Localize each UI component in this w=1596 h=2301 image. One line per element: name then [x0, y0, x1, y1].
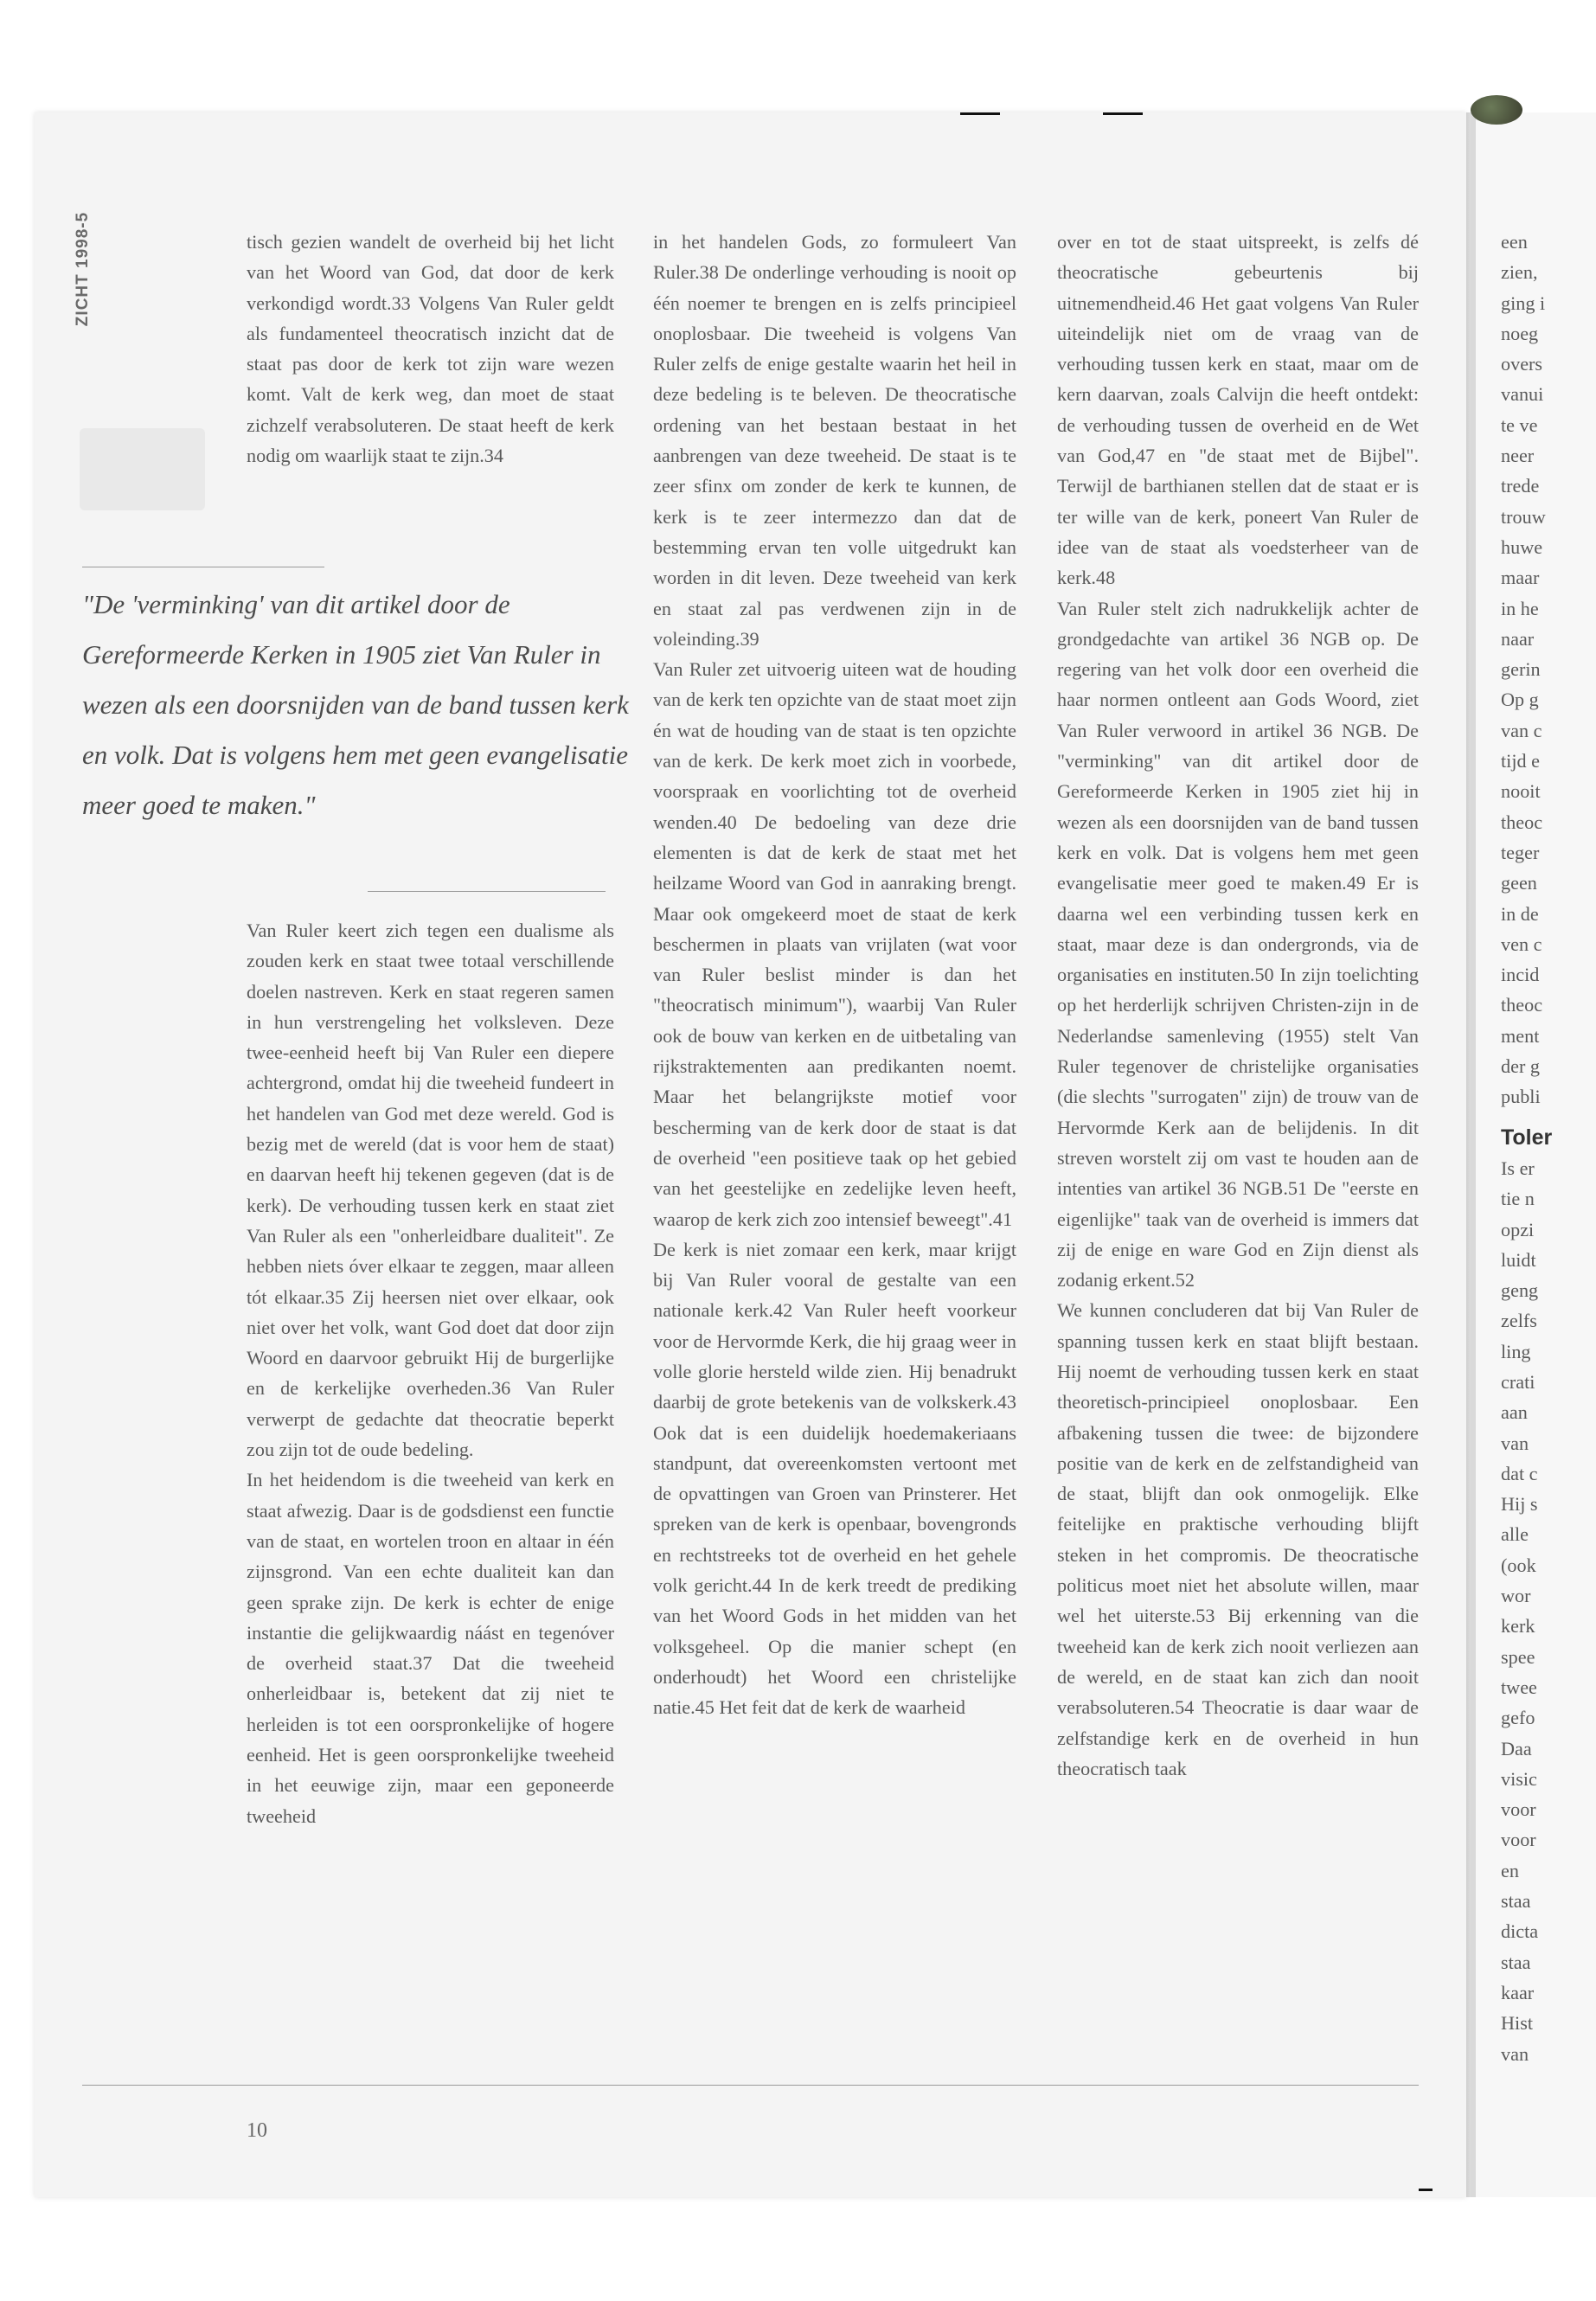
right-page-line: (ook: [1501, 1554, 1536, 1576]
right-page-line: publi: [1501, 1086, 1541, 1108]
right-page-line: maar: [1501, 567, 1540, 589]
right-page-heading: Toler: [1501, 1125, 1553, 1150]
paragraph: Van Ruler keert zich tegen een dualisme als zouden kerk en staat twee totaal verschillende doelen nastreven. Kerk en staat regeren samen in hun verstrengeling het volksleven. Deze twee-eenheid heeft bij Van Ruler een diepere achtergrond, omdat hij die tweeheid fundeert in het handelen van God met deze wereld. God is bezig met de wereld (dat is voor hem de staat) en daarvan heeft hij tekenen gegeven (dat is de kerk). De verhouding tussen kerk en staat ziet Van Ruler als een "onherleidbare dualiteit". Ze hebben niets óver elkaar te zeggen, maar alleen tót elkaar.35 Zij heersen niet over elkaar, ook niet over het volk, want God doet dat door zijn Woord en daarvoor gebruikt Hij de burgerlijke en de kerkelijke overheden.36 Van Ruler verwerpt de gedachte dat theocratie beperkt zou zijn tot de oude bedeling.: [247, 920, 614, 1461]
right-page-line: luidt: [1501, 1248, 1536, 1271]
right-page-line: geng: [1501, 1279, 1539, 1302]
right-page-line: Hist: [1501, 2012, 1533, 2035]
right-page-line: kerk: [1501, 1615, 1535, 1638]
paragraph: In het heidendom is die tweeheid van kerk en staat afwezig. Daar is de godsdienst een functie van de staat, en wortelen troon en altaar in één zijnsgrond. Van een echte dualiteit kan dan geen sprake zijn. De kerk is echter de enige instantie die gelijkwaardig náást en tegenóver de overheid staat.37 Dat die tweeheid onherleidbaar is, betekent dat zij niet te herleiden is tot een oorspronkelijke of hogere eenheid. Het is geen oorspronkelijke tweeheid in het eeuwige zijn, maar een geponeerde tweeheid: [247, 1469, 614, 1827]
right-page-line: ven c: [1501, 933, 1542, 955]
right-page-line: incid: [1501, 964, 1540, 986]
right-page-line: Hij s: [1501, 1493, 1538, 1516]
right-page-line: naar: [1501, 627, 1535, 650]
right-page-line: in de: [1501, 902, 1539, 925]
right-page-line: Is er: [1501, 1157, 1535, 1179]
paragraph: over en tot de staat uitspreekt, is zelfs dé theocratische gebeurtenis bij uitnemendheid.46 Het gaat volgens Van Ruler uiteindelijk niet om de vraag van de verhouding tussen kerk en staat, maar om de kern daarvan, zoals Calvijn die heeft ontdekt: de verhouding tussen de overheid en de Wet van God,47 en "de staat met de Bijbel". Terwijl de barthianen stellen dat de staat er is ter wille van de kerk, poneert Van Ruler de idee van de staat als voedsterheer van de kerk.48: [1057, 231, 1419, 589]
right-page-line: van: [1501, 2042, 1529, 2065]
top-mark: [1103, 112, 1143, 115]
right-page-line: staa: [1501, 1890, 1531, 1913]
paragraph: tisch gezien wandelt de overheid bij het licht van het Woord van God, dat door de kerk verkondigd wordt.33 Volgens Van Ruler geldt als fundamenteel theocratisch inzicht dat de staat pas door de kerk tot zijn ware wezen komt. Valt de kerk weg, dan moet de staat zichzelf verabsoluteren. De staat heeft de kerk nodig om waarlijk staat te zijn.34: [247, 231, 614, 467]
right-page-line: aan: [1501, 1401, 1528, 1424]
paragraph: De kerk is niet zomaar een kerk, maar krijgt bij Van Ruler vooral de gestalte van een nationale kerk.42 Van Ruler heeft voorkeur voor de Hervormde Kerk, die hij graag weer in volle glorie hersteld wilde zien. Hij benadrukt daarbij de grote betekenis van de volkskerk.43 Ook dat is een duidelijk hoedemakeriaans standpunt, dat overeenkomsten vertoont met de opvattingen van Groen van Prinsterer. Het spreken van de kerk is openbaar, bovengronds en rechtstreeks tot de overheid en het gehele volk gericht.44 In de kerk treedt de prediking van het Woord Gods in het midden van het volksgeheel. Op die manier schept (en onderhoudt) het Woord een christelijke natie.45 Het feit dat de kerk de waarheid: [653, 1238, 1016, 1719]
right-page-line: te ve: [1501, 413, 1538, 436]
right-page-line: zien,: [1501, 261, 1538, 284]
right-page-line: geen: [1501, 872, 1537, 894]
right-page-line: wor: [1501, 1585, 1531, 1607]
journal-tag: [61, 211, 95, 329]
right-page-line: trede: [1501, 475, 1540, 497]
right-page-line: opzi: [1501, 1218, 1535, 1240]
right-page-line: neer: [1501, 445, 1535, 467]
right-page-line: in he: [1501, 597, 1539, 619]
right-page-line: tijd e: [1501, 750, 1540, 772]
right-page-line: Op g: [1501, 689, 1539, 711]
top-mark: [960, 112, 1000, 115]
journal-tag-text: ZICHT 1998-5: [74, 211, 93, 327]
column-1-bottom: [247, 915, 614, 1831]
bottom-mark: [1419, 2189, 1433, 2191]
quote-rule-bottom: [368, 891, 606, 892]
right-page-line: overs: [1501, 353, 1543, 375]
right-page-line: huwe: [1501, 535, 1543, 558]
right-page-line: van: [1501, 1432, 1529, 1454]
paragraph: in het handelen Gods, zo formuleert Van Ruler.38 De onderlinge verhouding is nooit op één noemer te brengen en is zelfs principieel onoplosbaar. Die tweeheid is volgens Van Ruler zelfs de enige gestalte waarin het heil in deze bedeling is te beleven. De theocratische ordening van het bestaan bestaat in het aanbrengen van deze tweeheid. De staat is te zeer sfinx om zonder de kerk te kunnen, de kerk is te zeer intermezzo dan dat de bestemming ervan ten volle uitgedrukt kan worden in dit leven. Deze tweeheid van kerk en staat zal pas verdwenen zijn in de voleinding.39: [653, 231, 1016, 650]
column-2: [653, 227, 1016, 1723]
page-corner-leaf-icon: [1471, 95, 1522, 125]
right-page-line: theoc: [1501, 811, 1543, 833]
column-1-top: [247, 227, 614, 471]
right-page-line: dat c: [1501, 1462, 1538, 1484]
right-page-line: van c: [1501, 719, 1542, 741]
right-page-line: staa: [1501, 1951, 1531, 1973]
right-page-line: gefo: [1501, 1707, 1535, 1729]
right-page-line: voor: [1501, 1798, 1536, 1821]
right-page-line: tie n: [1501, 1188, 1535, 1210]
right-page-line: ling: [1501, 1340, 1531, 1362]
column-3: [1057, 227, 1419, 1784]
right-page-line: vanui: [1501, 383, 1544, 406]
right-page-line: twee: [1501, 1676, 1537, 1698]
right-page-line: ment: [1501, 1024, 1540, 1047]
right-page-line: visic: [1501, 1767, 1537, 1790]
paragraph: Van Ruler stelt zich nadrukkelijk achter de grondgedachte van artikel 36 NGB op. De regering van het volk door een overheid die haar normen ontleent aan Gods Woord, ziet Van Ruler verwoord in artikel 36 NGB. De "verminking" van dit artikel door de Gereformeerde Kerken in 1905 ziet hij in wezen als een doorsnijden van de band tussen kerk en volk. Dat is volgens hem met geen evangelisatie meer goed te maken.49 Er is daarna wel een verbinding tussen kerk en staat, maar deze is dan ondergronds, via de organisaties en instituten.50 In zijn toelichting op het herderlijk schrijven Christen-zijn in de Nederlandse samenleving (1955) stelt Van Ruler tegenover de christelijke organisaties (die slechts "surrogaten" zijn) de trouw van de Hervormde Kerk aan de belijdenis. In dit streven worstelt zij om vast te houden aan de intenties van artikel 36 NGB.51 De "eerste en eigenlijke" taak van de overheid is immers dat zij de enige en ware God en Zijn dienst als zodanig erkent.52: [1057, 597, 1419, 1292]
page-number: 10: [247, 2119, 267, 2142]
right-page-line: kaar: [1501, 1981, 1535, 2003]
right-page-line: zelfs: [1501, 1310, 1537, 1332]
right-page-line: der g: [1501, 1055, 1540, 1078]
right-page-line: theoc: [1501, 994, 1543, 1016]
right-page-column: [1501, 227, 1596, 2069]
right-page-line: gerin: [1501, 658, 1541, 681]
right-page-line: teger: [1501, 841, 1540, 863]
right-page-line: een: [1501, 231, 1528, 253]
pull-quote: "De 'verminking' van dit artikel door de Gereformeerde Kerken in 1905 ziet Van Ruler in wezen als een doorsnijden van de band tussen kerk en volk. Dat is volgens hem met geen evangelisatie meer goed te maken.": [82, 589, 629, 820]
right-page-line: Daa: [1501, 1737, 1532, 1759]
right-page-line: spee: [1501, 1645, 1535, 1668]
right-page-line: trouw: [1501, 505, 1546, 528]
bleed-through-shape: [80, 428, 205, 510]
right-page-line: ging i: [1501, 292, 1546, 314]
right-page-line: nooit: [1501, 780, 1541, 803]
paragraph: Van Ruler zet uitvoerig uiteen wat de houding van de kerk ten opzichte van de staat moet zijn én wat de houding van de staat is ten opzichte van de kerk. De kerk moet zich in voorbede, voorspraak en voorlichting tot de overheid wenden.40 De bedoeling van deze drie elementen is dat de kerk de staat met het heilzame Woord van God in aanraking brengt. Maar ook omgekeerd moet de staat de kerk beschermen in plaats van vrijlaten (wat voor van Ruler beslist minder is dan het "theocratisch minimum"), waarbij Van Ruler ook de bouw van kerken en de uitbetaling van rijkstraktementen aan predikanten noemt. Maar het belangrijkste motief voor bescherming van de kerk door de staat is dat de overheid "een positieve taak op het gebied van het geestelijke en zedelijke leven heeft, waarop de kerk zich zoo intensief beweegt".41: [653, 658, 1016, 1230]
right-page-line: crati: [1501, 1370, 1535, 1393]
right-page-line: noeg: [1501, 322, 1539, 344]
right-page-line: dicta: [1501, 1920, 1539, 1943]
footer-rule: [82, 2085, 1419, 2086]
right-page-line: voor: [1501, 1829, 1536, 1851]
paragraph: We kunnen concluderen dat bij Van Ruler de spanning tussen kerk en staat blijft bestaan. Hij noemt de verhouding tussen kerk en staat theoretisch-principieel onoplosbaar. Een afbakening tussen die twee: de bijzondere positie van de kerk en de zelfstandigheid van de staat, blijft dan ook onmogelijk. Elke feitelijke en praktische verhouding blijft steken in het compromis. De theocratische politicus moet niet het absolute willen, maar wel het uiterste.53 Bij erkenning van die tweeheid kan de kerk zich nooit verliezen aan de wereld, en de staat kan zich dan nooit verabsoluteren.54 Theocratie is daar waar de zelfstandige kerk en de overheid in hun theocratisch taak: [1057, 1299, 1419, 1779]
right-page-line: alle: [1501, 1523, 1529, 1546]
right-page-line: en: [1501, 1859, 1519, 1881]
